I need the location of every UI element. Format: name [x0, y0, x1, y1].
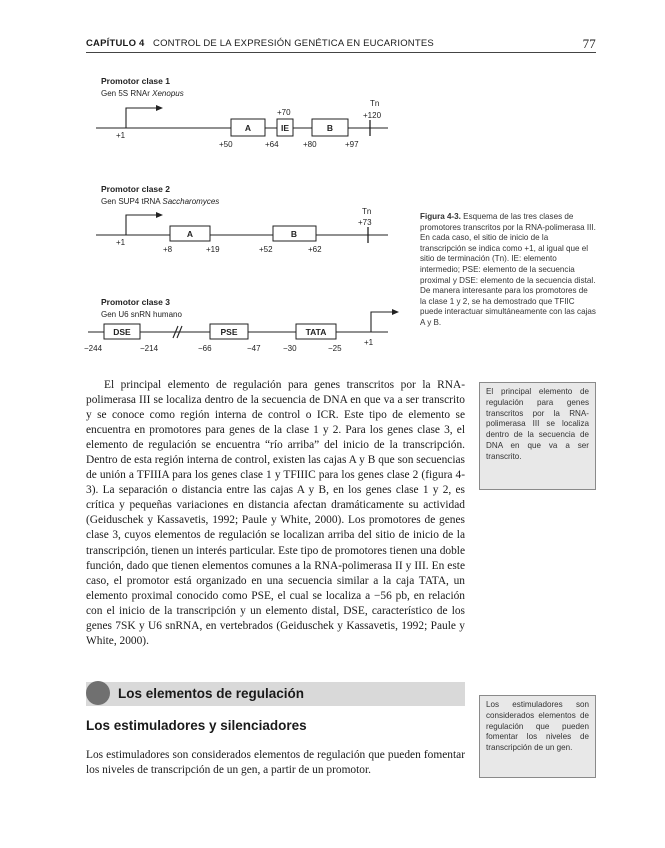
- class3-start-arrow: [371, 312, 392, 332]
- class2-pos-19: +19: [206, 245, 220, 254]
- class1-start-label: +1: [116, 131, 126, 140]
- chapter-title: CONTROL DE LA EXPRESIÓN GENÉTICA EN EUCARIONTES: [153, 38, 434, 49]
- caption-label: Figura 4-3.: [420, 212, 461, 221]
- class3-pos-30: −30: [283, 344, 297, 353]
- class1-tn-pos: +120: [363, 111, 382, 120]
- class3-box-pse-label: PSE: [220, 327, 238, 337]
- body-paragraph-1: El principal elemento de regulación para genes transcritos por la RNA-polimerasa III se localiza dentro de la secuencia de DNA en que va a ser transcrito y se conoce como región interna de control o ICR. Este tipo de elemento se encuentra en promotores para genes de la clase 1 y 2. Para los genes clase 3, el elemento de regulación se encuentra “río arriba” del inicio de la transcripción. Dentro de esta región interna de control, existen las cajas A y B que son secuencias de unión a TFIIIA para los genes clase 1 y TFIIIC para los genes clase 2 (figura 4-3). La separación o distancia entre las cajas A y B, en los genes clase 1 y 2, es crítica y pequeñas variaciones en distancia afectan dramáticamente su actividad (Geiduschek y Kassavetis, 1992; Paule y White, 2000). Los promotores de genes clase 3, cuyos elementos de regulación se localizan arriba del sitio de inicio de la transcripción, tienen un interés particular. Este tipo de promotores tienen una doble función, dado que tienen elementos comunes a la RNA-polimerasa II y III. En este caso, el promotor está organizado en una secuencia similar a la caja TATA, un elemento proximal conocido como PSE, el cual se localiza a −56 pb, en relación con el inicio de la transcripción y un elemento distal, DSE, característico de los genes 7SK y U6 snRNA, en vertebrados (Geiduschek y Kassavetis, 1992; Paule y White, 2000).: [86, 379, 465, 647]
- class1-pos-70: +70: [277, 108, 291, 117]
- class1-box-ie-label: IE: [280, 123, 290, 133]
- class1-title: Promotor clase 1: [101, 76, 170, 86]
- class2-tn-pos: +73: [358, 218, 372, 227]
- subsection-title: Los estimuladores y silenciadores: [86, 718, 307, 733]
- class1-box-b-label: B: [326, 123, 334, 133]
- class2-box-b-label: B: [290, 229, 298, 239]
- class3-box-tata-label: TATA: [305, 327, 327, 337]
- margin-note-2: Los estimuladores son considerados elementos de regulación que pueden fomentar los niveles de transcripción de un gen.: [479, 695, 596, 778]
- class1-pos-80: +80: [303, 140, 317, 149]
- chapter-label: CAPÍTULO 4: [86, 38, 145, 49]
- section-bullet-icon: [86, 681, 110, 705]
- body-paragraph-2: Los estimuladores son considerados elementos de regulación que pueden fomentar los niveles de transcripción de un gen, a partir de un promotor.: [86, 749, 465, 777]
- class2-arrowhead: [156, 212, 163, 218]
- class3-start-label: +1: [364, 338, 374, 347]
- class2-pos-62: +62: [308, 245, 322, 254]
- class1-start-arrow: [126, 108, 156, 128]
- class3-box-dse-label: DSE: [113, 327, 131, 337]
- class3-arrowhead: [392, 309, 399, 315]
- class1-pos-64: +64: [265, 140, 279, 149]
- class2-pos-8: +8: [163, 245, 173, 254]
- figure-caption: [420, 212, 596, 329]
- class2-start-label: +1: [116, 238, 126, 247]
- class1-pos-50: +50: [219, 140, 233, 149]
- class2-pos-52: +52: [259, 245, 273, 254]
- class2-start-arrow: [126, 215, 156, 235]
- class1-pos-97: +97: [345, 140, 359, 149]
- class2-tn-label: Tn: [362, 207, 372, 216]
- class1-tn-label: Tn: [370, 99, 380, 108]
- margin-note-1: El principal elemento de regulación para genes transcritos por la RNA-polimerasa III se localiza dentro de la secuencia de DNA en que va a ser transcrito.: [479, 382, 596, 490]
- caption-text: Esquema de las tres clases de promotores transcritos por la RNA-polimerasa III. En cada caso, el sitio de inicio de la transcripción se indica como +1, al igual que el sitio de terminación (Tn). IE: elemento intermedio; PSE: elemento de la secuencia proximal y DSE: elemento de la secuencia distal. De manera interesante para los promotores de la clase 1 y 2, se ha demostrado que TFIIC puede interactuar simultáneamente con las cajas A y B.: [420, 212, 596, 327]
- class1-gene: Gen 5S RNAr Xenopus: [101, 89, 184, 98]
- class2-gene: Gen SUP4 tRNA Saccharomyces: [101, 197, 220, 206]
- class3-pos-47: −47: [247, 344, 261, 353]
- class3-title: Promotor clase 3: [101, 297, 170, 307]
- class3-pos-25: −25: [328, 344, 342, 353]
- class1-arrowhead: [156, 105, 163, 111]
- class3-pos-214: −214: [140, 344, 159, 353]
- class3-pos-244: −244: [84, 344, 103, 353]
- class3-pos-66: −66: [198, 344, 212, 353]
- class1-box-a-label: A: [244, 123, 252, 133]
- page-number: 77: [582, 36, 596, 51]
- class2-title: Promotor clase 2: [101, 184, 170, 194]
- section-title: Los elementos de regulación: [118, 686, 305, 701]
- class2-box-a-label: A: [186, 229, 194, 239]
- class3-gene: Gen U6 snRN humano: [101, 310, 182, 319]
